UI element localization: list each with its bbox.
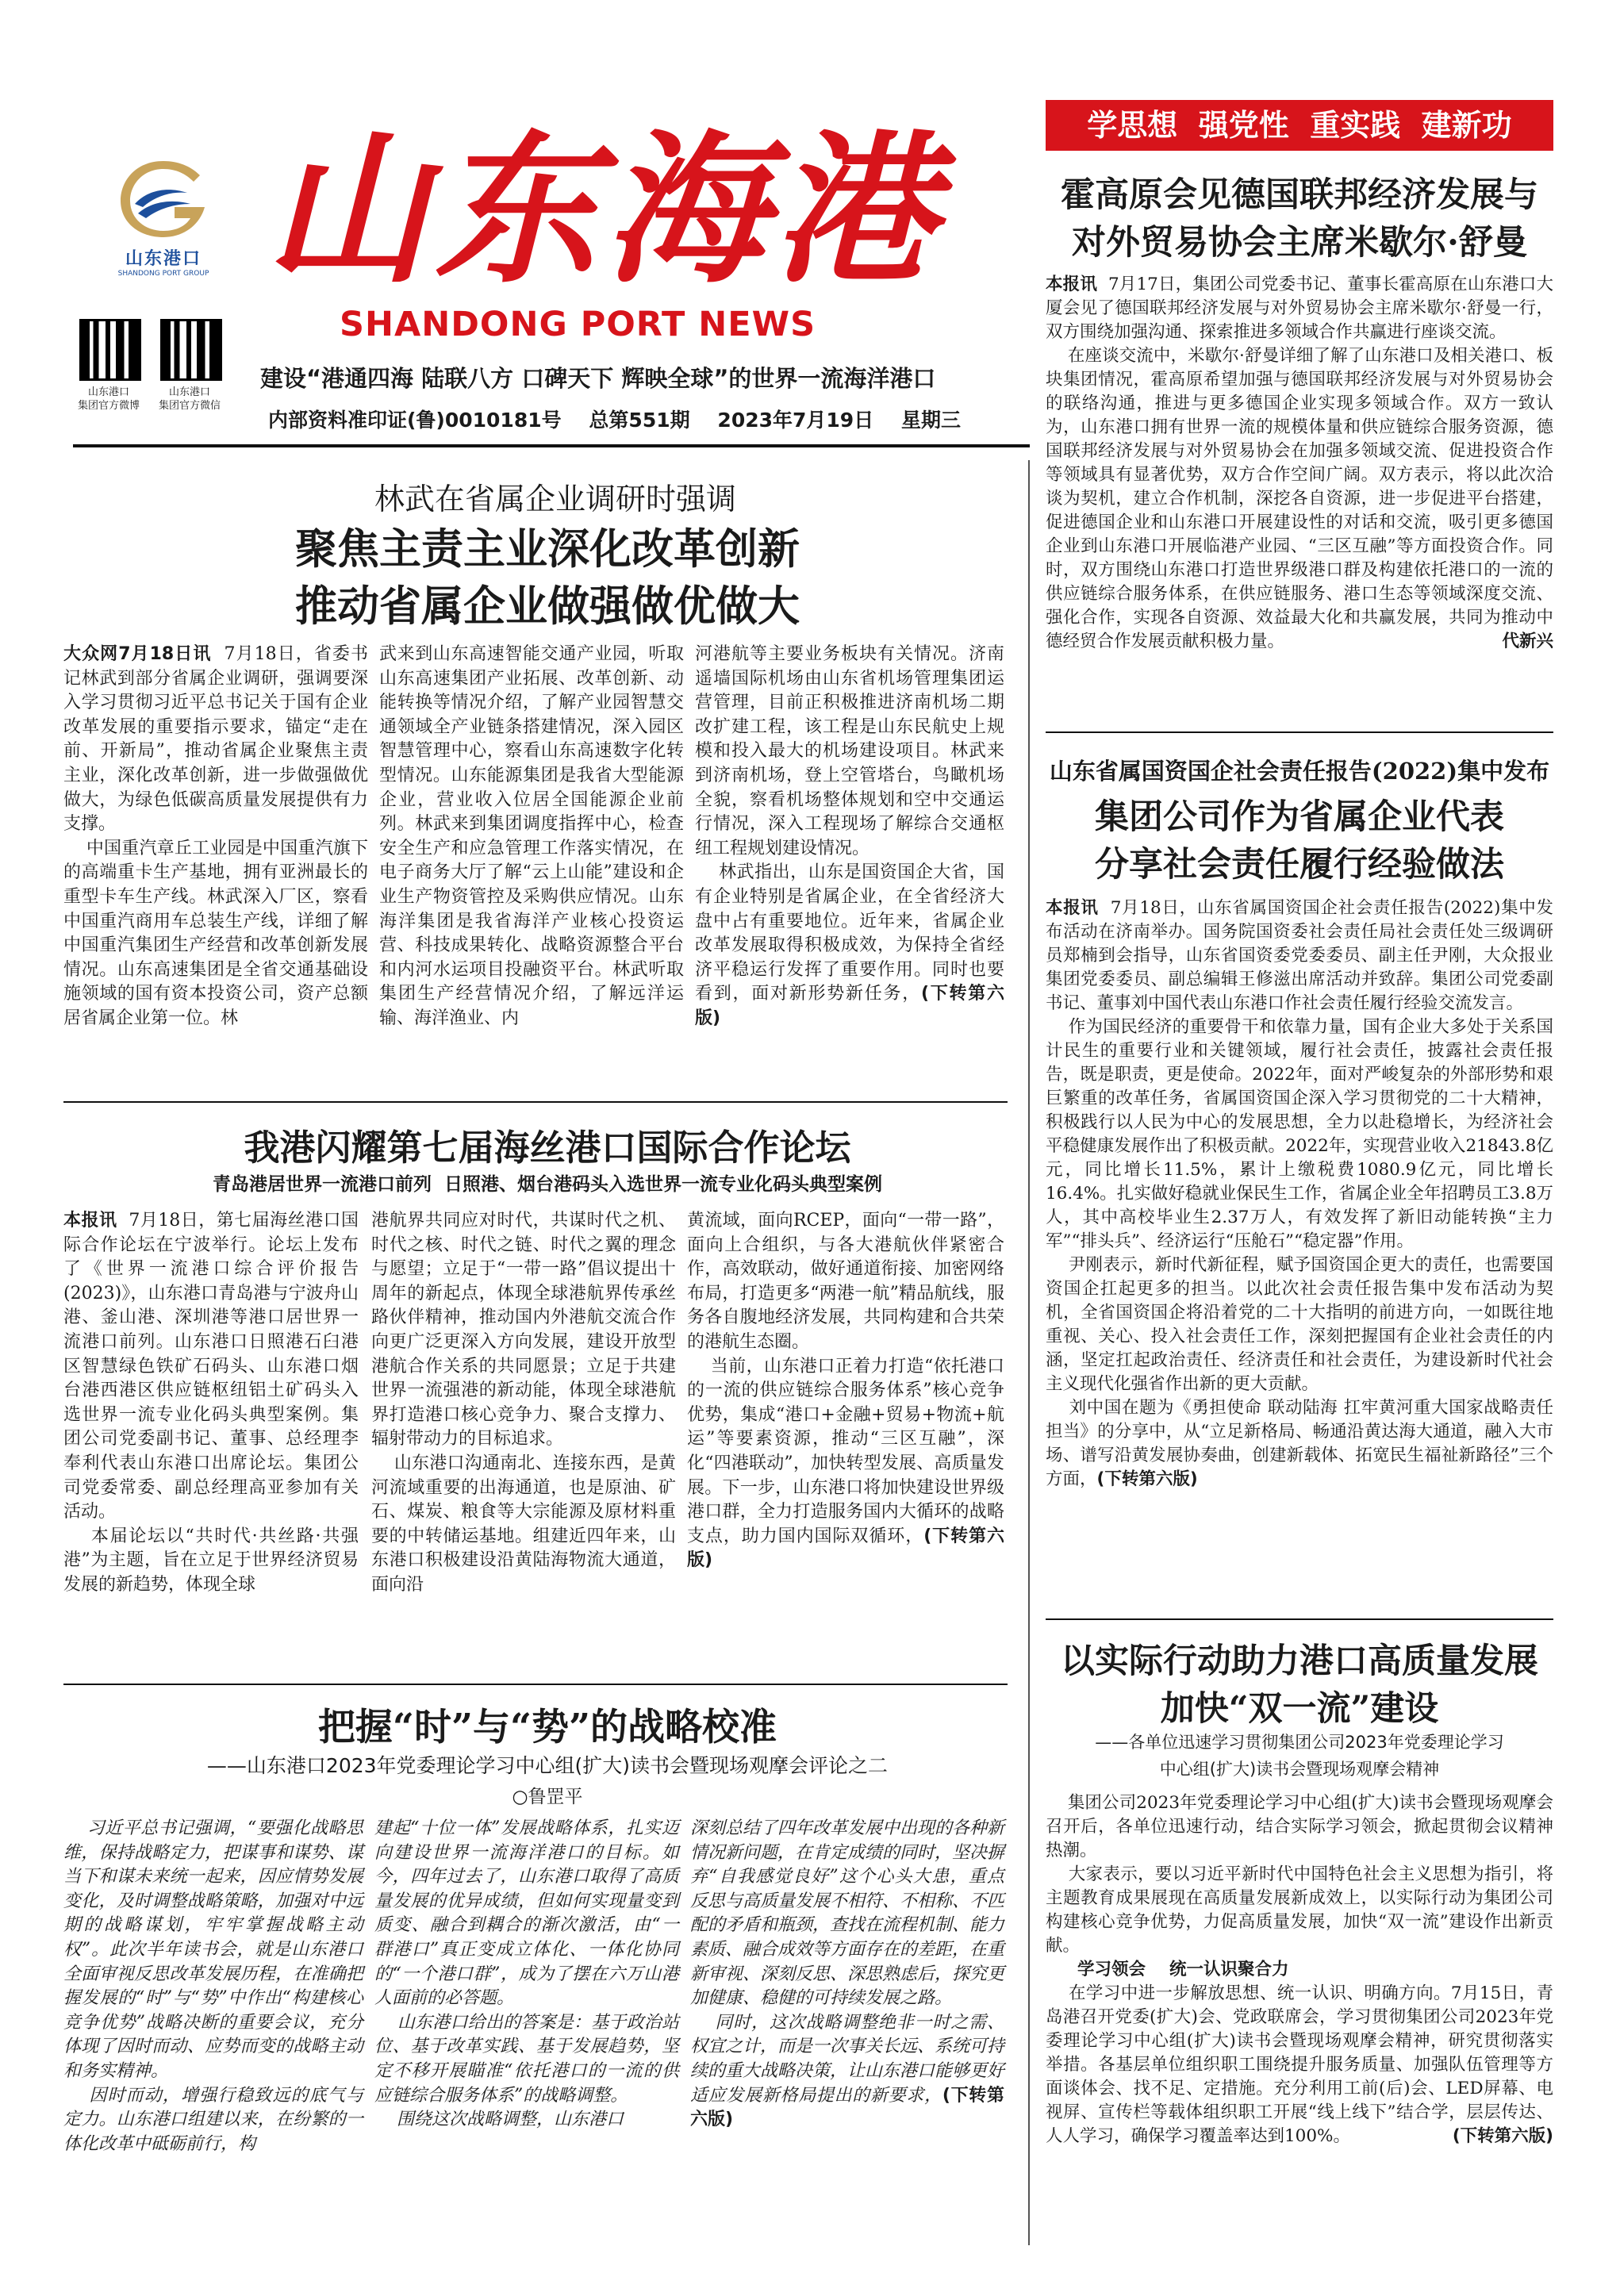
issue-line: 内部资料准印证(鲁)0010181号 总第551期 2023年7月19日 星期三 [268, 409, 962, 432]
a5-kicker: 山东省属国资国企社会责任报告(2022)集中发布 [1049, 758, 1550, 785]
qr-weibo-label: 山东港口 集团官方微博 [77, 386, 140, 412]
a3-column-1 [63, 1817, 363, 2156]
a1-col2-text: 武来到山东高速智能交通产业园，听取山东高速集团产业拓展、改革创新、动能转换等情况介绍，了解产业园智慧交通领域全产业链条搭建情况，深入园区智慧管理中心，察看山东高速数字化转型情况。山东能源集团是我省大型能源企业，营业收入位居全国能源企业前列。林武来到集团调度指挥中心，检查安全生产和应急管理工作落实情况，在电子商务大厅了解“云上山能”建设和企业生产物资管控及采购供应情况。山东海洋集团是我省海洋产业核心投资运营、科技成果转化、战略资源整合平台和内河水运项目投融资平台。林武听取集团生产经营情况介绍，了解远洋运输、海洋渔业、内 [379, 644, 684, 1028]
a1-headline-2: 推动省属企业做强做优做大 [295, 582, 800, 631]
a3-column-3 [690, 1817, 1004, 2133]
a1-continued: (下转第六版) [695, 984, 1004, 1028]
a4-body [1046, 273, 1553, 654]
masthead-title: 山东海港 [266, 115, 942, 305]
a4-author: 代新兴 [1502, 632, 1553, 651]
a3-subhead: ——山东港口2023年党委理论学习中心组(扩大)读书会暨现场观摩会评论之二 [206, 1754, 889, 1777]
a6-text: 集团公司2023年党委理论学习中心组(扩大)读书会暨现场观摩会召开后，各单位迅速行动，结合实际学习领会，掀起贯彻会议精神热潮。 大家表示，要以习近平新时代中国特色社会主义思想为指引，将主题教育成果展现在高质量发展新成效上，以实际行动为集团公司构建核心竞争优势，力促高质量发展，加快“双一流”建设作出新贡献。 [1046, 1793, 1553, 1956]
a1-kicker: 林武在省属企业调研时强调 [374, 482, 736, 516]
a5-text: 7月18日，山东省属国资国企社会责任报告(2022)集中发布活动在济南举办。国务院国资委社会责任局社会责任处三级调研员郑楠到会指导，山东省国资委党委委员、副主任尹刚，大众报业集团党委委员、副总编辑王修滋出席活动并致辞。集团公司党委副书记、董事刘中国代表山东港口作社会责任履行经验交流发言。 作为国民经济的重要骨干和依靠力量，国有企业大多处于关系国计民生的重要行业和关键领域，履行社会责任，披露社会责任报告，既是职责，更是使命。2022年，面对严峻复杂的外部形势和艰巨繁重的改革任务，省属国资国企深入学习贯彻党的二十大精神，积极践行以人民为中心的发展思想，全力以赴稳增长，为经济社会平稳健康发展作出了积极贡献。2022年，实现营业收入21843.8亿元，同比增长11.5%，累计上缴税费1080.9亿元，同比增长16.4%。扎实做好稳就业保民生工作，省属企业全年招聘员工3.8万人，其中高校毕业生2.37万人，有效发挥了新旧动能转换“主力军”“排头兵”、经济运行“压舱石”“稳定器”作用。 尹刚表示，新时代新征程，赋予国资国企更大的责任，也需要国资国企扛起更多的担当。以此次社会责任报告集中发布活动为契机，全省国资国企将沿着党的二十大指明的前进方向，一如既往地重视、关心、投入社会责任工作，深刻把握国有企业社会责任的内涵，坚定扛起政治责任、经济责任和社会责任，为建设新时代社会主义现代化强省作出新的更大贡献。 刘中国在题为《勇担使命 联动陆海 扛牢黄河重大国家战略责任担当》的分享中，从“立足新格局、畅通沿黄达海大通道，融入大市场、谱写沿黄发展协奏曲，创建新载体、拓宽民生福祉新路径”三个方面， [1046, 898, 1554, 1489]
a6-subhead-2: 中心组(扩大)读书会暨现场观摩会精神 [1159, 1760, 1440, 1779]
a6-text2: 在学习中进一步解放思想、统一认识、明确方向。7月15日，青岛港召开党委(扩大)会、党政联席会，学习贯彻集团公司2023年党委理论学习中心组(扩大)读书会暨现场观摩会精神，研究贯彻落实举措。各基层单位组织职工围绕提升服务质量、加强队伍管理等方面谈体会、找不足、定措施。充分利用工前(后)会、LED屏幕、电视屏、宣传栏等载体组织职工开展“线上线下”结合学，层层传达、人人学习，确保学习覆盖率达到100%。 [1046, 1983, 1553, 2146]
a5-dateline: 本报讯 [1046, 898, 1099, 918]
qr-weibo-icon [79, 319, 141, 381]
a2-col3-text: 黄流域，面向RCEP，面向“一带一路”，面向上合组织，与各大港航伙伴紧密合作，高效联动，做好通道衔接、加密网络布局，打造更多“两港一航”精品航线，服务各自腹地经济发展，共同构建和合共荣的港航生态圈。 当前，山东港口正着力打造“依托港口的一流的供应链综合服务体系”核心竞争优势，集成“港口+金融+贸易+物流+航运”等要素资源，推动“三区互融”，深化“四港联动”，加快转型发展、高质量发展。下一步，山东港口将加快建设世界级港口群，全力打造服务国内大循环的战略支点，助力国内国际双循环， [687, 1211, 1004, 1546]
a2-headline: 我港闪耀第七届海丝港口国际合作论坛 [244, 1127, 851, 1169]
a3-headline: 把握“时”与“势”的战略校准 [317, 1706, 777, 1749]
a4-dateline: 本报讯 [1046, 275, 1097, 294]
a2-continued: (下转第六版) [687, 1526, 1004, 1571]
qr-wechat-icon [160, 319, 222, 381]
a3-column-2 [374, 1817, 679, 2133]
a1-column-1 [63, 643, 368, 1031]
a2-column-3 [687, 1209, 1004, 1573]
a5-body [1046, 897, 1553, 1492]
a2-col2-text: 港航界共同应对时代，共谋时代之机、时代之核、时代之链、时代之翼的理念与愿望；立足于“一带一路”倡议提出十周年的新起点，体现全球港航界传承丝路伙伴精神，推动国内外港航交流合作向更广泛更深入方向发展，建设开放型港航合作关系的共同愿景；立足于共建世界一流强港的新动能，体现全球港航界打造港口核心竞争力、聚合支撑力、辐射带动力的目标追求。 山东港口沟通南北、连接东西，是黄河流域重要的出海通道，也是原油、矿石、煤炭、粮食等大宗能源及原材料重要的中转储运基地。组建近四年来，山东港口积极建设沿黄陆海物流大通道，面向沿 [371, 1211, 676, 1595]
a6-continued: (下转第六版) [1452, 2126, 1553, 2146]
a6-headline-2: 加快“双一流”建设 [1160, 1689, 1439, 1729]
qr-wechat-label: 山东港口 集团官方微信 [158, 386, 221, 412]
a5-headline-2: 分享社会责任履行经验做法 [1095, 845, 1504, 885]
a5-continued: (下转第六版) [1096, 1469, 1198, 1489]
logo-cn: 山东港口 [125, 249, 202, 269]
a5-headline-1: 集团公司作为省属企业代表 [1095, 797, 1504, 837]
a2-col1-text: 7月18日，第七届海丝港口国际合作论坛在宁波举行。论坛上发布了《世界一流港口综合评价报告(2023)》，山东港口青岛港与宁波舟山港、釜山港、深圳港等港口居世界一流港口前列。山东港口日照港石臼港区智慧绿色铁矿石码头、山东港口烟台港西港区供应链枢纽铝土矿码头入选世界一流专业化码头典型案例。集团公司党委副书记、董事、总经理李奉利代表山东港口出席论坛。集团公司党委常委、副总经理高亚参加有关活动。 本届论坛以“共时代·共丝路·共强港”为主题，旨在立足于世界经济贸易发展的新趋势，体现全球 [63, 1211, 359, 1595]
a6-subhead-1: ——各单位迅速学习贯彻集团公司2023年党委理论学习 [1095, 1733, 1504, 1752]
port-logo-icon [111, 155, 216, 242]
slogan: 建设“港通四海 陆联八方 口碑天下 辉映全球”的世界一流海洋港口 [260, 365, 936, 392]
a1-dateline: 大众网7月18日讯 [63, 644, 212, 664]
a6-section-title: 学习领会 统一认识聚合力 [1077, 1960, 1289, 1979]
a3-col1-text: 习近平总书记强调，“要强化战略思维，保持战略定力，把谋事和谋势、谋当下和谋未来统一起来，因应情势发展变化，及时调整战略策略，加强对中远期的战略谋划，牢牢掌握战略主动权”。此次半年读书会，就是山东港口全面审视反思改革发展历程，在准确把握发展的“时”与“势”中作出“构建核心竞争优势”战略决断的重要会议，充分体现了因时而动、应势而变的战略主动和务实精神。 因时而动，增强行稳致远的底气与定力。山东港口组建以来，在纷繁的一体化改革中砥砺前行，构 [63, 1818, 363, 2154]
a4-headline-1: 霍高原会见德国联邦经济发展与 [1061, 175, 1538, 215]
a6-body [1046, 1791, 1553, 2148]
a6-headline-1: 以实际行动助力港口高质量发展 [1061, 1641, 1538, 1681]
a1-column-2 [379, 643, 684, 1031]
a1-col3-text: 河港航等主要业务板块有关情况。济南遥墙国际机场由山东省机场管理集团运营管理，目前正积极推进济南机场二期改扩建工程，该工程是山东民航史上规模和投入最大的机场建设项目。林武来到济南机场，登上空管塔台，鸟瞰机场全貌，察看机场整体规划和空中交通运行情况，深入工程现场了解综合交通枢纽工程规划建设情况。 林武指出，山东是国资国企大省，国有企业特别是省属企业，在全省经济大盘中占有重要地位。近年来，省属企业改革发展取得积极成效，为保持全省经济平稳运行发挥了重要作用。同时也要看到，面对新形势新任务， [695, 644, 1004, 1004]
a3-continued: (下转第六版) [690, 2085, 1004, 2130]
a3-col2-text: 建起“十位一体”发展战略体系，扎实迈向建设世界一流海洋港口的目标。如今，四年过去了，山东港口取得了高质量发展的优异成绩，但如何实现量变到质变、融合到耦合的渐次激活，由“一群港口”真正变成立体化、一体化协同的“一个港口群”，成为了摆在六万山港人面前的必答题。 山东港口给出的答案是：基于政治站位、基于改革实践、基于发展趋势，坚定不移开展瞄准“依托港口的一流的供应链综合服务体系”的战略调整。 围绕这次战略调整，山东港口 [374, 1818, 679, 2130]
a1-column-3 [695, 643, 1004, 1031]
a2-dateline: 本报讯 [63, 1211, 117, 1231]
a3-byline: ○鲁罡平 [512, 1787, 583, 1807]
masthead-english: SHANDONG PORT NEWS [340, 305, 816, 344]
a4-text: 7月17日，集团公司党委书记、董事长霍高原在山东港口大厦会见了德国联邦经济发展与对外贸易协会主席米歇尔·舒曼一行，双方围绕加强沟通、探索推进多领域合作共赢进行座谈交流。 在座谈交流中，米歇尔·舒曼详细了解了山东港口及相关港口、板块集团情况，霍高原希望加强与德国联邦经济发展与对外贸易协会的联络沟通，推进与更多德国企业实现多领域合作。双方一致认为，山东港口拥有世界一流的规模体量和供应链综合服务资源，德国联邦经济发展与对外贸易协会在加强多领域交流、促进投资合作等领域具有显著优势，双方合作空间广阔。双方表示，将以此次洽谈为契机，建立合作机制，深挖各自资源，进一步促进平台搭建，促进德国企业和山东港口开展建设性的对话和交流，吸引更多德国企业到山东港口开展临港产业园、“三区互融”等方面投资合作。同时，双方围绕山东港口打造世界级港口群及构建依托港口的一流的供应链综合服务体系，在供应链服务、港口生态等领域深度交流、强化合作，实现各自资源、效益最大化和共赢发展，共同为推动中德经贸合作发展贡献积极力量。 [1046, 275, 1554, 651]
a2-subhead: 青岛港居世界一流港口前列 日照港、烟台港码头入选世界一流专业化码头典型案例 [212, 1174, 882, 1195]
a3-col3-text: 深刻总结了四年改革发展中出现的各种新情况新问题，在肯定成绩的同时，坚决摒弃“自我感觉良好”这个心头大患，重点反思与高质量发展不相符、不相称、不匹配的矛盾和瓶颈，查找在流程机制、能力素质、融合成效等方面存在的差距，在重新审视、深刻反思、深思熟虑后，探究更加健康、稳健的可持续发展之路。 同时，这次战略调整绝非一时之需、权宜之计，而是一次事关长远、系统可持续的重大战略决策，让山东港口能够更好适应发展新格局提出的新要求， [690, 1818, 1005, 2106]
red-banner: 学思想 强党性 重实践 建新功 [1046, 100, 1553, 151]
logo-en: SHANDONG PORT GROUP [117, 270, 209, 278]
a2-column-2 [371, 1209, 676, 1598]
a1-col1-text: 7月18日，省委书记林武到部分省属企业调研，强调要深入学习贯彻习近平总书记关于国有企业改革发展的重要指示要求，锚定“走在前、开新局”，推动省属企业聚焦主责主业，深化改革创新，进一步做强做优做大，为绿色低碳高质量发展提供有力支撑。 中国重汽章丘工业园是中国重汽旗下的高端重卡生产基地，拥有亚洲最长的重型卡车生产线。林武深入厂区，察看中国重汽商用车总装生产线，详细了解中国重汽集团生产经营和改革创新发展情况。山东高速集团是全省交通基础设施领域的国有资本投资公司，资产总额居省属企业第一位。林 [63, 644, 368, 1028]
a1-headline-1: 聚焦主责主业深化改革创新 [295, 525, 800, 574]
a2-column-1 [63, 1209, 359, 1598]
a4-headline-2: 对外贸易协会主席米歇尔·舒曼 [1072, 223, 1527, 263]
logo [111, 155, 216, 278]
